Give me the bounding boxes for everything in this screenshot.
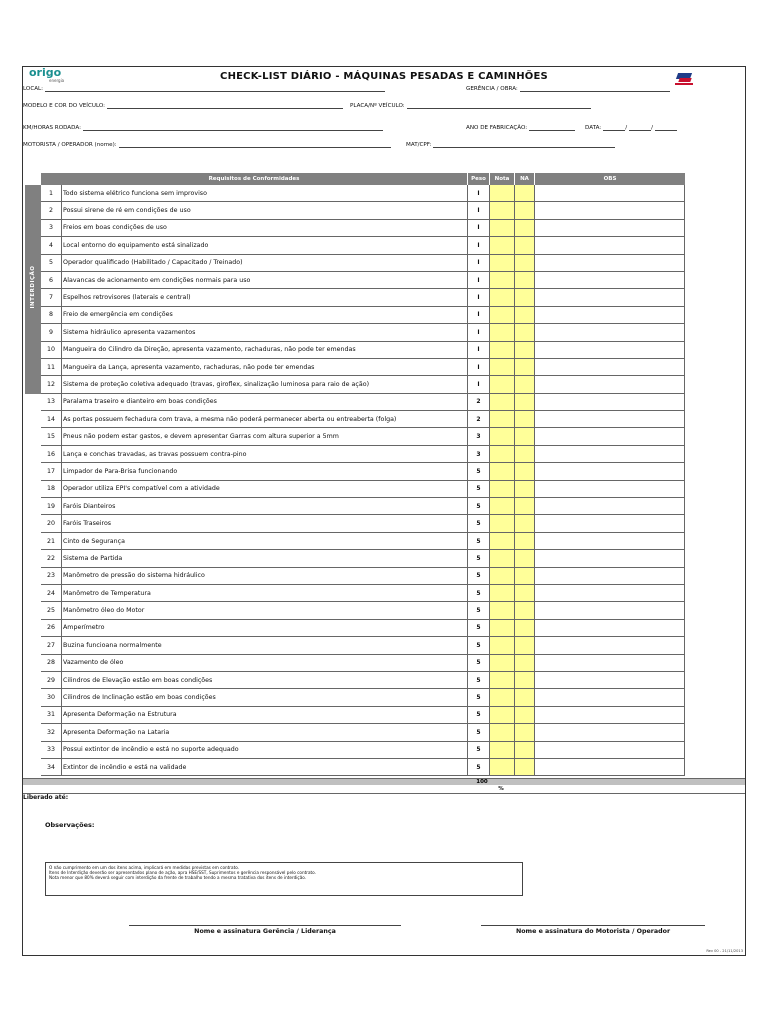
row-nota-input[interactable]: [490, 550, 515, 566]
row-obs-input[interactable]: [535, 237, 685, 253]
row-number: 19: [41, 498, 62, 514]
row-requirement: Paralama traseiro e dianteiro em boas condições: [62, 394, 468, 410]
interdicao-label: INTERDIÇÃO: [30, 265, 36, 309]
row-number: 10: [41, 342, 62, 358]
row-nota-input[interactable]: [490, 185, 515, 201]
row-nota-input[interactable]: [490, 585, 515, 601]
table-row: [41, 324, 685, 341]
row-nota-input[interactable]: [490, 255, 515, 271]
row-na-input[interactable]: [515, 446, 535, 462]
local-field[interactable]: LOCAL:: [23, 86, 385, 92]
row-na-input[interactable]: [515, 324, 535, 340]
row-nota-input[interactable]: [490, 342, 515, 358]
row-obs-input[interactable]: [535, 463, 685, 479]
row-nota-input[interactable]: [490, 515, 515, 531]
table-row: [41, 568, 685, 585]
table-row: [41, 255, 685, 272]
row-peso: 5: [468, 637, 490, 653]
row-number: 4: [41, 237, 62, 253]
row-na-input[interactable]: [515, 550, 535, 566]
row-peso: I: [468, 202, 490, 218]
row-obs-input[interactable]: [535, 359, 685, 375]
row-nota-input[interactable]: [490, 324, 515, 340]
row-obs-input[interactable]: [535, 342, 685, 358]
row-number: 34: [41, 759, 62, 775]
signature-gerencia[interactable]: Nome e assinatura Gerência / Liderança: [129, 925, 401, 935]
note-line-3: Nota menor que 80% deverá seguir com interdição da frente de trabalho tendo a mesma tratativa dos itens de interdição.: [49, 875, 307, 880]
row-nota-input[interactable]: [490, 707, 515, 723]
row-peso: 5: [468, 759, 490, 775]
row-nota-input[interactable]: [490, 568, 515, 584]
row-obs-input[interactable]: [535, 428, 685, 444]
row-na-input[interactable]: [515, 724, 535, 740]
row-na-input[interactable]: [515, 602, 535, 618]
mat-cpf-field[interactable]: MAT/CPF:: [406, 142, 615, 148]
row-peso: 5: [468, 655, 490, 671]
col-na: NA: [515, 173, 535, 185]
row-na-input[interactable]: [515, 272, 535, 288]
page-title: CHECK-LIST DIÁRIO - MÁQUINAS PESADAS E CAMINHÕES: [220, 71, 548, 82]
row-requirement: Lança e conchas travadas, as travas possuem contra-pino: [62, 446, 468, 462]
row-peso: I: [468, 376, 490, 392]
signature-motorista[interactable]: Nome e assinatura do Motorista / Operador: [481, 925, 705, 935]
logo-text: origo: [29, 66, 62, 79]
row-peso: 5: [468, 724, 490, 740]
row-number: 24: [41, 585, 62, 601]
row-number: 6: [41, 272, 62, 288]
row-nota-input[interactable]: [490, 481, 515, 497]
row-obs-input[interactable]: [535, 707, 685, 723]
table-row: [41, 515, 685, 532]
col-peso: Peso: [468, 173, 490, 185]
table-row: [41, 185, 685, 202]
row-requirement: Faróis Dianteiros: [62, 498, 468, 514]
row-requirement: Cilindros de Inclinação estão em boas condições: [62, 689, 468, 705]
row-na-input[interactable]: [515, 707, 535, 723]
row-obs-input[interactable]: [535, 602, 685, 618]
modelo-field[interactable]: MODELO E COR DO VEÍCULO:: [23, 103, 343, 109]
row-nota-input[interactable]: [490, 376, 515, 392]
row-na-input[interactable]: [515, 672, 535, 688]
gerencia-field[interactable]: GERÊNCIA / OBRA:: [466, 86, 670, 92]
row-peso: 5: [468, 533, 490, 549]
col-requisitos: Requisitos de Conformidades: [41, 173, 468, 185]
note-line-2: Itens de Interdição deverão ser apresentados plano de ação, apra HSE/SST, Suprimentos e gerência responsável pelo contrato.: [49, 870, 316, 875]
table-row: [41, 272, 685, 289]
row-na-input[interactable]: [515, 394, 535, 410]
placa-field[interactable]: PLACA/Nº VEÍCULO:: [350, 103, 591, 109]
row-na-input[interactable]: [515, 237, 535, 253]
logo-subtext: energia: [49, 78, 65, 83]
row-requirement: Local entorno do equipamento está sinalizado: [62, 237, 468, 253]
row-na-input[interactable]: [515, 742, 535, 758]
row-peso: 5: [468, 585, 490, 601]
row-na-input[interactable]: [515, 411, 535, 427]
row-na-input[interactable]: [515, 585, 535, 601]
row-requirement: Apresenta Deformação na Lataria: [62, 724, 468, 740]
row-nota-input[interactable]: [490, 672, 515, 688]
row-requirement: Possui extintor de incêndio e está no suporte adequado: [62, 742, 468, 758]
row-na-input[interactable]: [515, 202, 535, 218]
row-nota-input[interactable]: [490, 428, 515, 444]
row-requirement: Sistema de Partida: [62, 550, 468, 566]
row-na-input[interactable]: [515, 533, 535, 549]
row-number: 29: [41, 672, 62, 688]
table-row: [41, 237, 685, 254]
liberado-label: Liberado até:: [23, 794, 69, 801]
row-number: 16: [41, 446, 62, 462]
percent-row: [23, 785, 745, 794]
row-nota-input[interactable]: [490, 602, 515, 618]
row-na-input[interactable]: [515, 307, 535, 323]
table-row: [41, 689, 685, 706]
row-obs-input[interactable]: [535, 533, 685, 549]
row-number: 13: [41, 394, 62, 410]
row-requirement: Manômetro óleo do Motor: [62, 602, 468, 618]
row-requirement: Mangueira da Lança, apresenta vazamento, rachaduras, não pode ter emendas: [62, 359, 468, 375]
row-peso: I: [468, 359, 490, 375]
row-nota-input[interactable]: [490, 742, 515, 758]
row-nota-input[interactable]: [490, 724, 515, 740]
row-requirement: Pneus não podem estar gastos, e devem apresentar Garras com altura superior a 5mm: [62, 428, 468, 444]
row-nota-input[interactable]: [490, 220, 515, 236]
row-peso: 3: [468, 446, 490, 462]
row-nota-input[interactable]: [490, 359, 515, 375]
col-nota: Nota: [490, 173, 515, 185]
row-peso: 5: [468, 742, 490, 758]
row-obs-input[interactable]: [535, 724, 685, 740]
row-number: 17: [41, 463, 62, 479]
row-requirement: Freios em boas condições de uso: [62, 220, 468, 236]
table-row: [41, 428, 685, 445]
row-number: 22: [41, 550, 62, 566]
row-na-input[interactable]: [515, 342, 535, 358]
row-peso: I: [468, 289, 490, 305]
observacoes-label: Observações:: [45, 821, 95, 829]
row-obs-input[interactable]: [535, 202, 685, 218]
row-obs-input[interactable]: [535, 289, 685, 305]
row-number: 32: [41, 724, 62, 740]
checklist-rows: [41, 185, 685, 776]
row-obs-input[interactable]: [535, 220, 685, 236]
row-nota-input[interactable]: [490, 637, 515, 653]
row-number: 8: [41, 307, 62, 323]
row-requirement: Operador utiliza EPI's compatível com a atividade: [62, 481, 468, 497]
row-obs-input[interactable]: [535, 307, 685, 323]
row-requirement: Vazamento de óleo: [62, 655, 468, 671]
row-nota-input[interactable]: [490, 237, 515, 253]
table-row: [41, 307, 685, 324]
row-nota-input[interactable]: [490, 620, 515, 636]
row-number: 15: [41, 428, 62, 444]
row-na-input[interactable]: [515, 689, 535, 705]
row-nota-input[interactable]: [490, 533, 515, 549]
table-row: [41, 759, 685, 776]
row-obs-input[interactable]: [535, 446, 685, 462]
table-row: [41, 585, 685, 602]
row-requirement: Freio de emergência em condições: [62, 307, 468, 323]
table-row: [41, 620, 685, 637]
row-requirement: Limpador de Para-Brisa funcionando: [62, 463, 468, 479]
row-number: 14: [41, 411, 62, 427]
row-peso: 5: [468, 463, 490, 479]
row-number: 23: [41, 568, 62, 584]
total-row: [23, 778, 745, 785]
row-na-input[interactable]: [515, 185, 535, 201]
row-obs-input[interactable]: [535, 689, 685, 705]
row-peso: I: [468, 307, 490, 323]
percent-cell[interactable]: %: [498, 786, 504, 792]
row-number: 20: [41, 515, 62, 531]
table-row: [41, 724, 685, 741]
row-nota-input[interactable]: [490, 463, 515, 479]
row-number: 30: [41, 689, 62, 705]
row-requirement: As portas possuem fechadura com trava, a mesma não poderá permanecer aberta ou entreaberta (folga): [62, 411, 468, 427]
row-peso: 5: [468, 481, 490, 497]
table-row: [41, 550, 685, 567]
row-number: 31: [41, 707, 62, 723]
row-obs-input[interactable]: [535, 568, 685, 584]
row-na-input[interactable]: [515, 620, 535, 636]
table-row: [41, 742, 685, 759]
row-na-input[interactable]: [515, 376, 535, 392]
row-peso: 5: [468, 707, 490, 723]
row-requirement: Alavancas de acionamento em condições normais para uso: [62, 272, 468, 288]
row-obs-input[interactable]: [535, 637, 685, 653]
row-na-input[interactable]: [515, 359, 535, 375]
row-obs-input[interactable]: [535, 759, 685, 775]
row-peso: I: [468, 342, 490, 358]
km-field[interactable]: KM/HORAS RODADA:: [23, 125, 383, 131]
row-obs-input[interactable]: [535, 742, 685, 758]
row-number: 25: [41, 602, 62, 618]
table-row: [41, 202, 685, 219]
table-row: [41, 359, 685, 376]
row-peso: I: [468, 220, 490, 236]
table-row: [41, 533, 685, 550]
row-na-input[interactable]: [515, 289, 535, 305]
row-nota-input[interactable]: [490, 289, 515, 305]
row-nota-input[interactable]: [490, 759, 515, 775]
row-peso: I: [468, 324, 490, 340]
row-na-input[interactable]: [515, 220, 535, 236]
table-row: [41, 637, 685, 654]
row-requirement: Manômetro de pressão do sistema hidráulico: [62, 568, 468, 584]
data-field[interactable]: DATA: / /: [585, 125, 677, 131]
row-na-input[interactable]: [515, 428, 535, 444]
row-obs-input[interactable]: [535, 515, 685, 531]
row-na-input[interactable]: [515, 498, 535, 514]
row-peso: I: [468, 237, 490, 253]
row-na-input[interactable]: [515, 255, 535, 271]
row-obs-input[interactable]: [535, 272, 685, 288]
row-number: 28: [41, 655, 62, 671]
row-requirement: Sistema de proteção coletiva adequado (travas, giroflex, sinalização luminosa para raio de ação): [62, 376, 468, 392]
row-requirement: Apresenta Deformação na Estrutura: [62, 707, 468, 723]
row-requirement: Sistema hidráulico apresenta vazamentos: [62, 324, 468, 340]
table-row: [41, 289, 685, 306]
row-requirement: Espelhos retrovisores (laterais e central): [62, 289, 468, 305]
row-nota-input[interactable]: [490, 411, 515, 427]
checklist-sheet: [22, 66, 746, 956]
table-row: [41, 498, 685, 515]
col-obs: OBS: [603, 176, 617, 182]
row-peso: 5: [468, 620, 490, 636]
table-row: [41, 602, 685, 619]
row-na-input[interactable]: [515, 463, 535, 479]
row-obs-input[interactable]: [535, 255, 685, 271]
table-row: [41, 707, 685, 724]
row-peso: 5: [468, 550, 490, 566]
row-obs-input[interactable]: [535, 411, 685, 427]
row-requirement: Operador qualificado (Habilitado / Capacitado / Treinado): [62, 255, 468, 271]
row-number: 11: [41, 359, 62, 375]
row-number: 1: [41, 185, 62, 201]
row-obs-input[interactable]: [535, 672, 685, 688]
row-number: 3: [41, 220, 62, 236]
row-requirement: Possui sirene de ré em condições de uso: [62, 202, 468, 218]
row-peso: 5: [468, 515, 490, 531]
row-obs-input[interactable]: [535, 185, 685, 201]
table-row: [41, 446, 685, 463]
row-requirement: Extintor de incêndio e está na validade: [62, 759, 468, 775]
row-number: 27: [41, 637, 62, 653]
row-obs-input[interactable]: [535, 498, 685, 514]
row-peso: 2: [468, 411, 490, 427]
table-header: [41, 173, 685, 185]
row-number: 2: [41, 202, 62, 218]
row-nota-input[interactable]: [490, 394, 515, 410]
row-number: 5: [41, 255, 62, 271]
row-requirement: Cinto de Segurança: [62, 533, 468, 549]
row-peso: I: [468, 272, 490, 288]
table-row: [41, 220, 685, 237]
row-nota-input[interactable]: [490, 498, 515, 514]
row-nota-input[interactable]: [490, 202, 515, 218]
row-peso: 5: [468, 689, 490, 705]
row-na-input[interactable]: [515, 515, 535, 531]
row-number: 33: [41, 742, 62, 758]
row-requirement: Todo sistema elétrico funciona sem improviso: [62, 185, 468, 201]
row-requirement: Manômetro de Temperatura: [62, 585, 468, 601]
row-peso: 5: [468, 672, 490, 688]
row-obs-input[interactable]: [535, 585, 685, 601]
ano-field[interactable]: ANO DE FABRICAÇÃO:: [466, 125, 575, 131]
row-na-input[interactable]: [515, 481, 535, 497]
table-row: [41, 411, 685, 428]
row-obs-input[interactable]: [535, 481, 685, 497]
row-na-input[interactable]: [515, 568, 535, 584]
interdicao-side-bar: [25, 185, 41, 394]
row-requirement: Mangueira do Cilindro da Direção, apresenta vazamento, rachaduras, não pode ter emendas: [62, 342, 468, 358]
row-number: 18: [41, 481, 62, 497]
row-na-input[interactable]: [515, 655, 535, 671]
row-na-input[interactable]: [515, 759, 535, 775]
table-row: [41, 481, 685, 498]
table-row: [41, 394, 685, 411]
revision-label: Rev 00 - 21/11/2013: [706, 949, 743, 953]
table-row: [41, 672, 685, 689]
motorista-field[interactable]: MOTORISTA / OPERADOR (nome):: [23, 142, 391, 148]
row-nota-input[interactable]: [490, 689, 515, 705]
row-number: 21: [41, 533, 62, 549]
row-peso: 3: [468, 428, 490, 444]
row-nota-input[interactable]: [490, 655, 515, 671]
note-line-1: O não cumprimento em um dos itens acima, implicará em medidas previstas em contrato.: [49, 865, 240, 870]
row-nota-input[interactable]: [490, 446, 515, 462]
table-row: [41, 376, 685, 393]
row-obs-input[interactable]: [535, 620, 685, 636]
row-peso: 5: [468, 498, 490, 514]
total-value: 100: [476, 779, 488, 785]
row-na-input[interactable]: [515, 637, 535, 653]
row-nota-input[interactable]: [490, 272, 515, 288]
table-row: [41, 342, 685, 359]
row-requirement: Buzina funcioana normalmente: [62, 637, 468, 653]
row-requirement: Amperímetro: [62, 620, 468, 636]
row-nota-input[interactable]: [490, 307, 515, 323]
row-peso: 5: [468, 602, 490, 618]
row-peso: 5: [468, 568, 490, 584]
row-peso: I: [468, 255, 490, 271]
row-obs-input[interactable]: [535, 324, 685, 340]
row-number: 9: [41, 324, 62, 340]
table-row: [41, 463, 685, 480]
row-obs-input[interactable]: [535, 394, 685, 410]
row-number: 26: [41, 620, 62, 636]
row-number: 7: [41, 289, 62, 305]
row-requirement: Faróis Traseiros: [62, 515, 468, 531]
row-obs-input[interactable]: [535, 550, 685, 566]
row-peso: 2: [468, 394, 490, 410]
row-requirement: Cilindros de Elevação estão em boas condições: [62, 672, 468, 688]
row-peso: I: [468, 185, 490, 201]
row-number: 12: [41, 376, 62, 392]
table-row: [41, 655, 685, 672]
rules-note-box: [45, 862, 523, 896]
row-obs-input[interactable]: [535, 655, 685, 671]
row-obs-input[interactable]: [535, 376, 685, 392]
